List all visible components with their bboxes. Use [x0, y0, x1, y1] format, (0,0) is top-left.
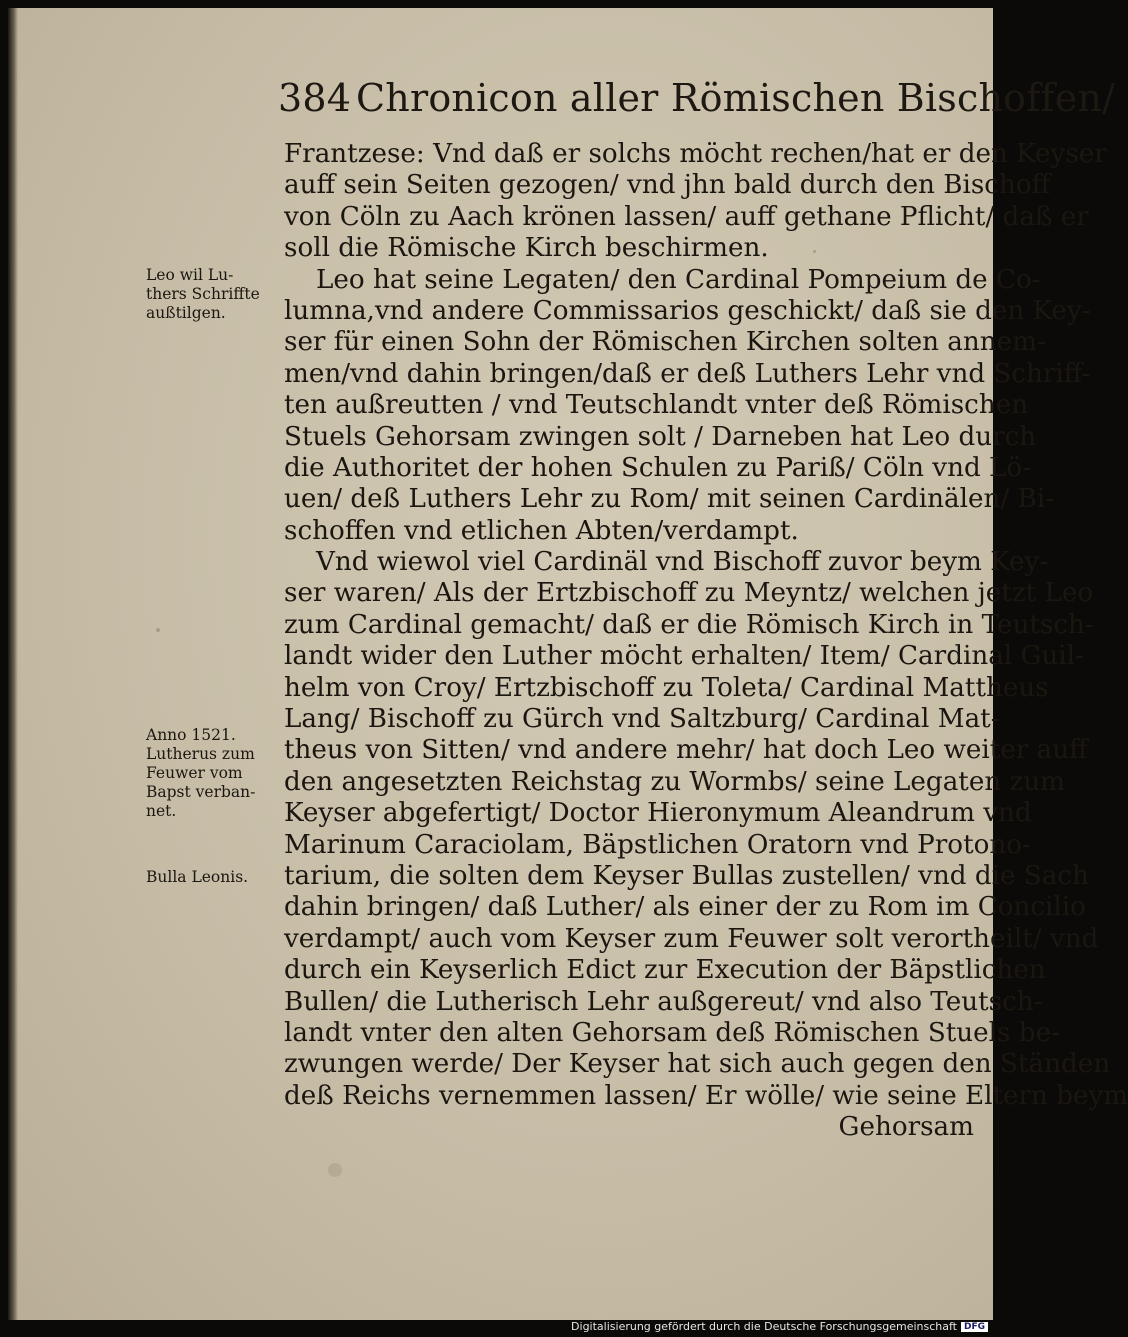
text-line: Marinum Caraciolam, Bäpstlichen Oratorn vnd Protono- — [284, 829, 1031, 860]
text-line: die Authoritet der hohen Schulen zu Pariß/ Cöln vnd Lö- — [284, 452, 1032, 483]
margin-note — [146, 868, 276, 887]
running-title: Chronicon aller Römischen Bischoffen/ — [356, 76, 1116, 120]
margin-note-line: Bulla Leonis. — [146, 868, 249, 886]
page-gutter-shadow — [8, 8, 18, 1320]
text-line: uen/ deß Luthers Lehr zu Rom/ mit seinen Cardinälen/ Bi- — [284, 484, 1054, 515]
text-line: landt wider den Luther möcht erhalten/ Item/ Cardinal Guil- — [284, 641, 1084, 672]
text-line: auff sein Seiten gezogen/ vnd jhn bald durch den Bischoff — [284, 170, 1051, 201]
paper-speck — [156, 628, 160, 632]
paper-stain — [328, 1163, 342, 1177]
margin-note-line: Anno 1521. — [146, 726, 236, 744]
margin-note-line: Feuwer vom — [146, 764, 243, 782]
text-line: lumna,vnd andere Commissarios geschickt/ daß sie den Key- — [284, 295, 1091, 326]
text-line: Vnd wiewol viel Cardinäl vnd Bischoff zuvor beym Key- — [316, 547, 1049, 578]
paper-speck — [813, 250, 816, 253]
margin-note-line: Lutherus zum — [146, 745, 255, 763]
credit-text: Digitalisierung gefördert durch die Deutsche Forschungsgemeinschaft — [571, 1320, 957, 1333]
margin-note-line: net. — [146, 802, 177, 820]
text-line: zum Cardinal gemacht/ daß er die Römisch Kirch in Teutsch- — [284, 609, 1094, 640]
text-line: soll die Römische Kirch beschirmen. — [284, 233, 769, 264]
text-line: Lang/ Bischoff zu Gürch vnd Saltzburg/ Cardinal Mat- — [284, 704, 1000, 735]
text-line: Keyser abgefertigt/ Doctor Hieronymum Aleandrum vnd — [284, 798, 1032, 829]
digitization-credit — [571, 1320, 988, 1334]
text-line: ten außreutten / vnd Teutschlandt vnter deß Römischen — [284, 390, 1029, 421]
text-line: ser für einen Sohn der Römischen Kirchen solten annem- — [284, 327, 1046, 358]
margin-note-line: thers Schriffte — [146, 285, 260, 303]
book-page — [8, 8, 1128, 1320]
margin-note-line: außtilgen. — [146, 304, 226, 322]
main-text-block — [284, 139, 1128, 1144]
text-line: Leo hat seine Legaten/ den Cardinal Pompeium de Co- — [316, 264, 1041, 295]
margin-note-line: Leo wil Lu- — [146, 266, 234, 284]
text-line: Frantzese: Vnd daß er solchs möcht rechen/hat er den Keyser — [284, 139, 1107, 169]
margin-note — [146, 266, 276, 323]
text-line: theus von Sitten/ vnd andere mehr/ hat doch Leo weiter auff — [284, 735, 1088, 766]
text-line: den angesetzten Reichstag zu Wormbs/ seine Legaten zum — [284, 766, 1066, 797]
text-line: zwungen werde/ Der Keyser hat sich auch gegen den Ständen — [284, 1049, 1111, 1080]
page-header — [278, 76, 1116, 136]
text-line: von Cöln zu Aach krönen lassen/ auff gethane Pflicht/ daß er — [284, 201, 1089, 232]
page-number: 384 — [278, 76, 352, 120]
catchword: Gehorsam — [838, 1112, 974, 1143]
text-line: ser waren/ Als der Ertzbischoff zu Meyntz/ welchen jetzt Leo — [284, 578, 1094, 609]
text-line: verdampt/ auch vom Keyser zum Feuwer solt verortheilt/ vnd — [284, 923, 1099, 954]
text-line: helm von Croy/ Ertzbischoff zu Toleta/ Cardinal Mattheus — [284, 672, 1049, 703]
text-line: Stuels Gehorsam zwingen solt / Darneben hat Leo durch — [284, 421, 1037, 452]
text-line: deß Reichs vernemmen lassen/ Er wölle/ wie seine Eltern beym — [284, 1080, 1128, 1111]
text-line: schoffen vnd etlichen Abten/verdampt. — [284, 515, 799, 546]
text-line: men/vnd dahin bringen/daß er deß Luthers Lehr vnd Schriff- — [284, 358, 1091, 389]
text-line: dahin bringen/ daß Luther/ als einer der zu Rom im Concilio — [284, 892, 1086, 923]
text-line: durch ein Keyserlich Edict zur Execution der Bäpstlichen — [284, 955, 1046, 986]
margin-note-line: Bapst verban- — [146, 783, 256, 801]
text-line: landt vnter den alten Gehorsam deß Römischen Stuels be- — [284, 1017, 1060, 1048]
text-line: Bullen/ die Lutherisch Lehr außgereut/ vnd also Teutsch- — [284, 986, 1043, 1017]
dfg-logo: DFG — [961, 1322, 988, 1332]
text-line: tarium, die solten dem Keyser Bullas zustellen/ vnd die Sach — [284, 860, 1089, 891]
margin-note — [146, 726, 276, 821]
